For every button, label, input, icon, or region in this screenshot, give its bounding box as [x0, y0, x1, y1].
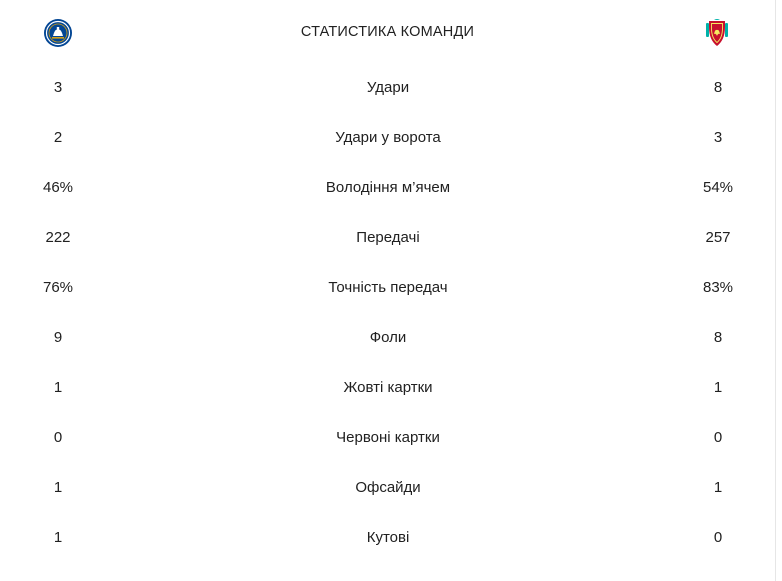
away-value: 257 [705, 229, 731, 246]
stat-row-fouls [0, 313, 775, 363]
stat-row-shots-on-target [0, 113, 775, 163]
away-value: 0 [713, 529, 723, 546]
stat-label: Передачі [356, 229, 420, 246]
home-value: 0 [53, 429, 63, 446]
stats-list [0, 63, 775, 563]
stat-row-passes [0, 213, 775, 263]
away-value: 3 [713, 129, 723, 146]
away-value: 8 [713, 79, 723, 96]
liverpool-crest-icon [702, 18, 732, 48]
stat-row-corners [0, 513, 775, 563]
stat-label: Жовті картки [343, 379, 433, 396]
stat-label: Володіння м’ячем [325, 179, 451, 196]
stat-label: Офсайди [355, 479, 421, 496]
page-title: СТАТИСТИКА КОМАНДИ [300, 24, 475, 40]
stat-label: Червоні картки [336, 429, 440, 446]
home-value: 1 [53, 529, 63, 546]
stat-row-red-cards [0, 413, 775, 463]
stat-label: Кутові [366, 529, 410, 546]
away-value: 8 [713, 329, 723, 346]
stat-row-offsides [0, 463, 775, 513]
stats-header [0, 0, 775, 64]
away-value: 0 [713, 429, 723, 446]
home-value: 9 [53, 329, 63, 346]
home-value: 1 [53, 479, 63, 496]
stat-row-possession [0, 163, 775, 213]
home-value: 46% [42, 179, 74, 196]
home-value: 222 [45, 229, 71, 246]
stat-row-yellow-cards [0, 363, 775, 413]
home-value: 3 [53, 79, 63, 96]
away-value: 1 [713, 379, 723, 396]
away-value: 1 [713, 479, 723, 496]
home-value: 76% [42, 279, 74, 296]
home-value: 2 [53, 129, 63, 146]
stat-row-shots [0, 63, 775, 113]
stat-row-pass-accuracy [0, 263, 775, 313]
away-value: 83% [702, 279, 734, 296]
stat-label: Точність передач [328, 279, 448, 296]
stat-label: Удари у ворота [335, 129, 441, 146]
away-value: 54% [702, 179, 734, 196]
stat-label: Удари [366, 79, 410, 96]
home-value: 1 [53, 379, 63, 396]
stat-label: Фоли [369, 329, 407, 346]
